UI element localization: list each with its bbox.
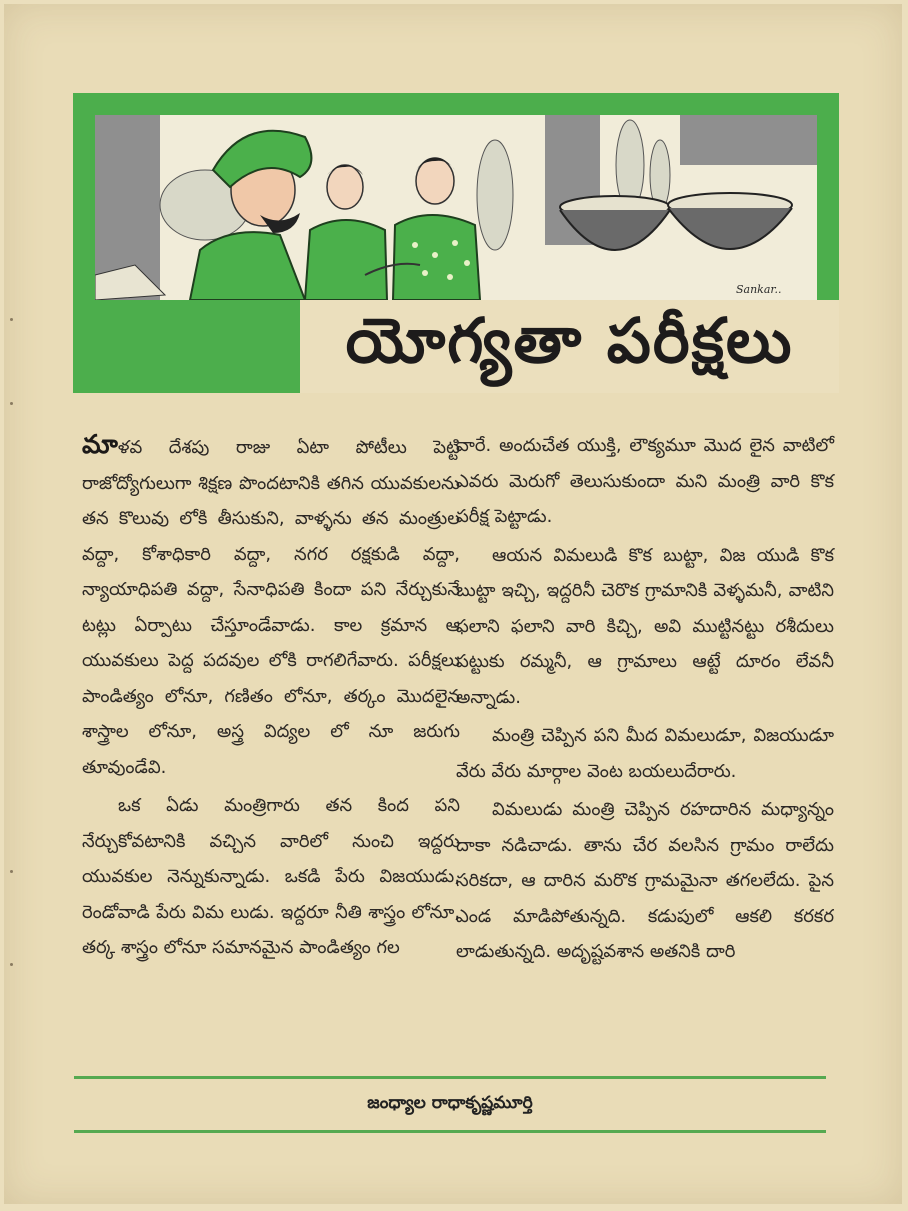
footer-rule-top xyxy=(74,1076,826,1079)
paragraph: మంత్రి చెప్పిన పని మీద విమలుడూ, విజయుడూ వేరు వేరు మార్గాల వెంట బయలుదేరారు. xyxy=(456,725,834,782)
paragraph: వారే. అందుచేత యుక్తి, లౌక్యమూ మొద లైన వాటిలో ఎవరు మెరుగో తెలుసుకుందా మని మంత్రి వారి కొక పరీక్ష పెట్టాడు. xyxy=(456,435,834,527)
margin-mark xyxy=(10,318,13,321)
illustration-scene xyxy=(95,115,817,300)
drop-cap: మా xyxy=(82,430,118,460)
wall-right xyxy=(680,115,817,165)
tree xyxy=(477,140,513,250)
paragraph xyxy=(82,428,460,785)
artist-signature: Sankar.. xyxy=(736,283,782,296)
paragraph: ఆయన విమలుడి కొక బుట్టా, విజ యుడి కొక బుట్టా ఇచ్చి, ఇద్దరినీ చెరొక గ్రామానికి వెళ్ళమనీ, వాటిని ఫలాని ఫలాని వారి కిచ్చి, అవి ముట్టినట్టు రశీదులు పట్టుకు రమ్మనీ, ఆ గ్రామాలు ఆట్టే దూరం లేవనీ అన్నాడు. xyxy=(456,544,834,708)
margin-mark xyxy=(10,963,13,966)
article-column-left xyxy=(82,428,460,966)
margin-mark xyxy=(10,870,13,873)
article-column-right xyxy=(456,428,834,970)
header-illustration xyxy=(95,115,817,300)
paragraph-text: ళవ దేశపు రాజు ఏటా పోటీలు పెట్టి రాజోద్యోగులుగా శిక్షణ పొందటానికి తగిన యువకులను తన కొలువు లోకి తీసుకుని, వాళ్ళను తన మంత్రుల వద్దా, కోశాధికారి వద్దా, నగర రక్షకుడి వద్దా, న్యాయాధిపతి వద్దా, సేనాధిపతి కిందా పని నేర్చుకునే టట్లు ఏర్పాటు చేస్తూండేవాడు. కాల క్రమాన ఆ యువకులు పెద్ద పదవుల లోకి రాగలిగేవారు. పరీక్షలు పాండిత్యం లోనూ, గణితం లోనూ, తర్కం మొదలైన శాస్త్రాల లోనూ, అస్త్ర విద్యల లో నూ జరుగు తూవుండేవి. xyxy=(82,437,460,778)
footer-rule-bottom xyxy=(74,1130,826,1133)
margin-mark xyxy=(10,402,13,405)
paragraph: ఒక ఏడు మంత్రిగారు తన కింద పని నేర్చుకోవటానికి వచ్చిన వారిలో నుంచి ఇద్దరు యువకుల నెన్నుకున్నాడు. ఒకడి పేరు విజయుడు, రెండోవాడి పేరు విమ లుడు. ఇద్దరూ నీతి శాస్త్రం లోనూ, తర్క శాస్త్రం లోనూ సమానమైన పాండిత్యం గల xyxy=(82,795,460,958)
paragraph: విమలుడు మంత్రి చెప్పిన రహదారిన మధ్యాన్నం దాకా నడిచాడు. తాను చేర వలసిన గ్రామం రాలేదు సరికదా, ఆ దారిన మరొక గ్రామమైనా తగలలేదు. పైన ఎండ మాడిపోతున్నది. కడుపులో ఆకలి కరకర లాడుతున్నది. అదృష్టవశాన అతనికి దారి xyxy=(456,799,834,962)
story-title: యోగ్యతా పరీక్షలు xyxy=(345,304,794,377)
author-name: జంధ్యాల రాధాకృష్ణమూర్తి xyxy=(367,1093,533,1113)
